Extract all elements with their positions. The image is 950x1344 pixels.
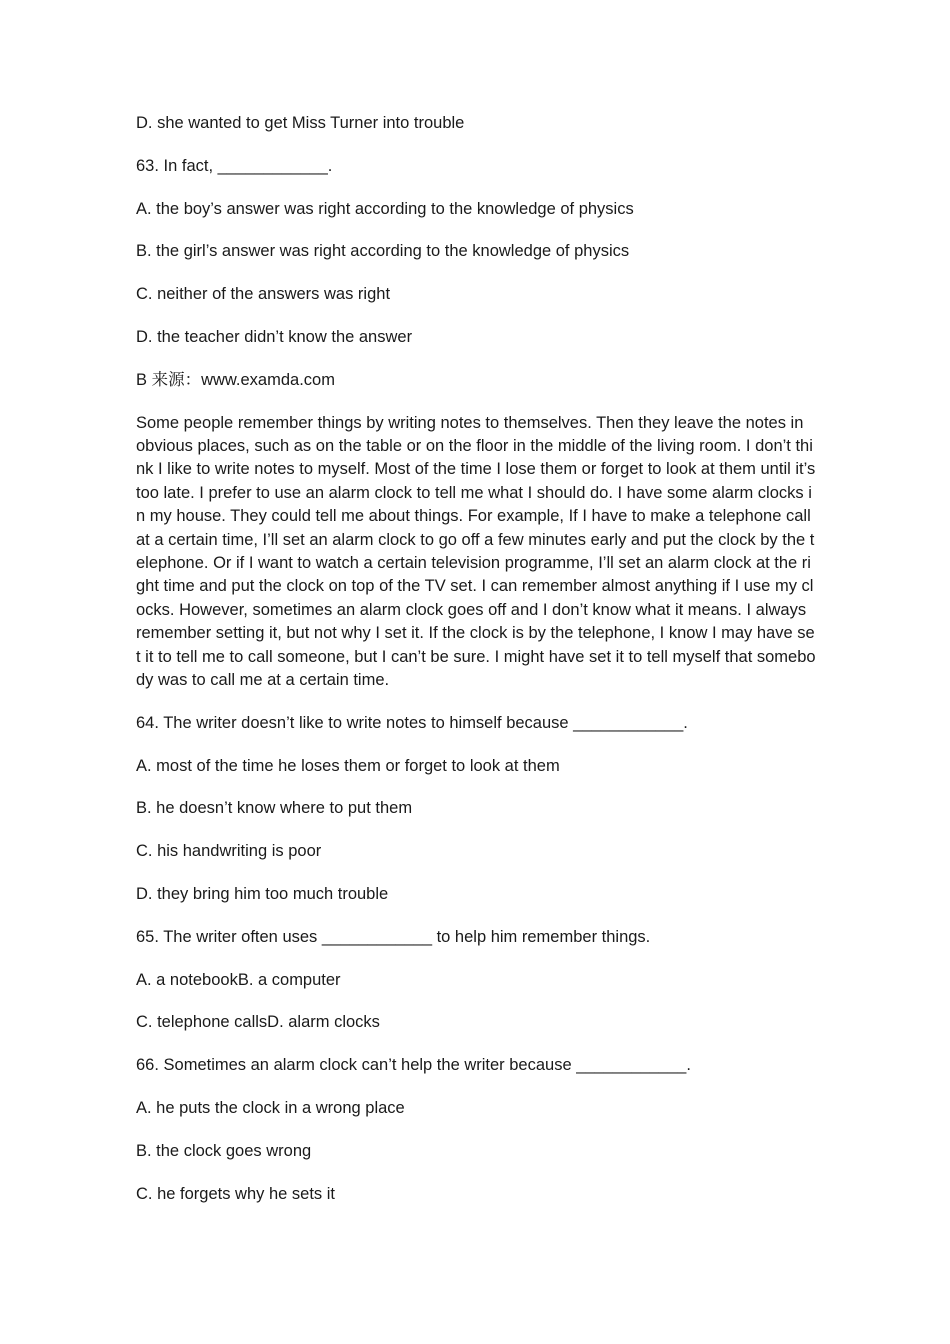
- document-page: [136, 112, 816, 1225]
- reading-passage: Some people remember things by writing notes to themselves. Then they leave the notes in obvious places, such as on the table or on the floor in the middle of the living room. I don’t think I like to write notes to myself. Most of the time I lose them or forget to look at them until it’s too late. I prefer to use an alarm clock to tell me what I should do. I have some alarm clocks in my house. They could tell me about things. For example, If I have to make a telephone call at a certain time, I’ll set an alarm clock to go off a few minutes early and put the clock by the telephone. Or if I want to watch a certain television programme, I’ll set an alarm clock at the right time and put the clock on top of the TV set. I can remember almost anything if I use my clocks. However, sometimes an alarm clock goes off and I don’t know what it means. I always remember setting it, but not why I set it. If the clock is by the telephone, I know I may have set it to tell me to call someone, but I can’t be sure. I might have set it to tell myself that somebody was to call me at a certain time.: [136, 413, 816, 690]
- question-64: 64. The writer doesn’t like to write notes to himself because ____________.: [136, 713, 688, 732]
- question-63: 63. In fact, ____________.: [136, 156, 333, 175]
- option-d-q62: D. she wanted to get Miss Turner into trouble: [136, 114, 465, 132]
- option-a-q63: A. the boy’s answer was right according to the knowledge of physics: [136, 199, 634, 218]
- options-cd-q65: C. telephone callsD. alarm clocks: [136, 1013, 380, 1032]
- question-65: 65. The writer often uses ____________ to help him remember things.: [136, 927, 651, 946]
- option-b-q66: B. the clock goes wrong: [136, 1141, 312, 1160]
- option-c-q63: C. neither of the answers was right: [136, 285, 391, 304]
- option-c-q64: C. his handwriting is poor: [136, 842, 322, 861]
- section-b-heading: B 来源：www.examda.com: [136, 370, 335, 389]
- option-d-q64: D. they bring him too much trouble: [136, 885, 389, 904]
- option-d-q63: D. the teacher didn’t know the answer: [136, 327, 413, 346]
- option-b-q64: B. he doesn’t know where to put them: [136, 799, 413, 818]
- options-ab-q65: A. a notebookB. a computer: [136, 970, 341, 989]
- option-c-q66: C. he forgets why he sets it: [136, 1184, 336, 1203]
- option-a-q64: A. most of the time he loses them or forget to look at them: [136, 756, 560, 775]
- option-b-q63: B. the girl’s answer was right according to the knowledge of physics: [136, 242, 630, 261]
- option-a-q66: A. he puts the clock in a wrong place: [136, 1099, 405, 1118]
- question-66: 66. Sometimes an alarm clock can’t help the writer because ____________.: [136, 1056, 691, 1075]
